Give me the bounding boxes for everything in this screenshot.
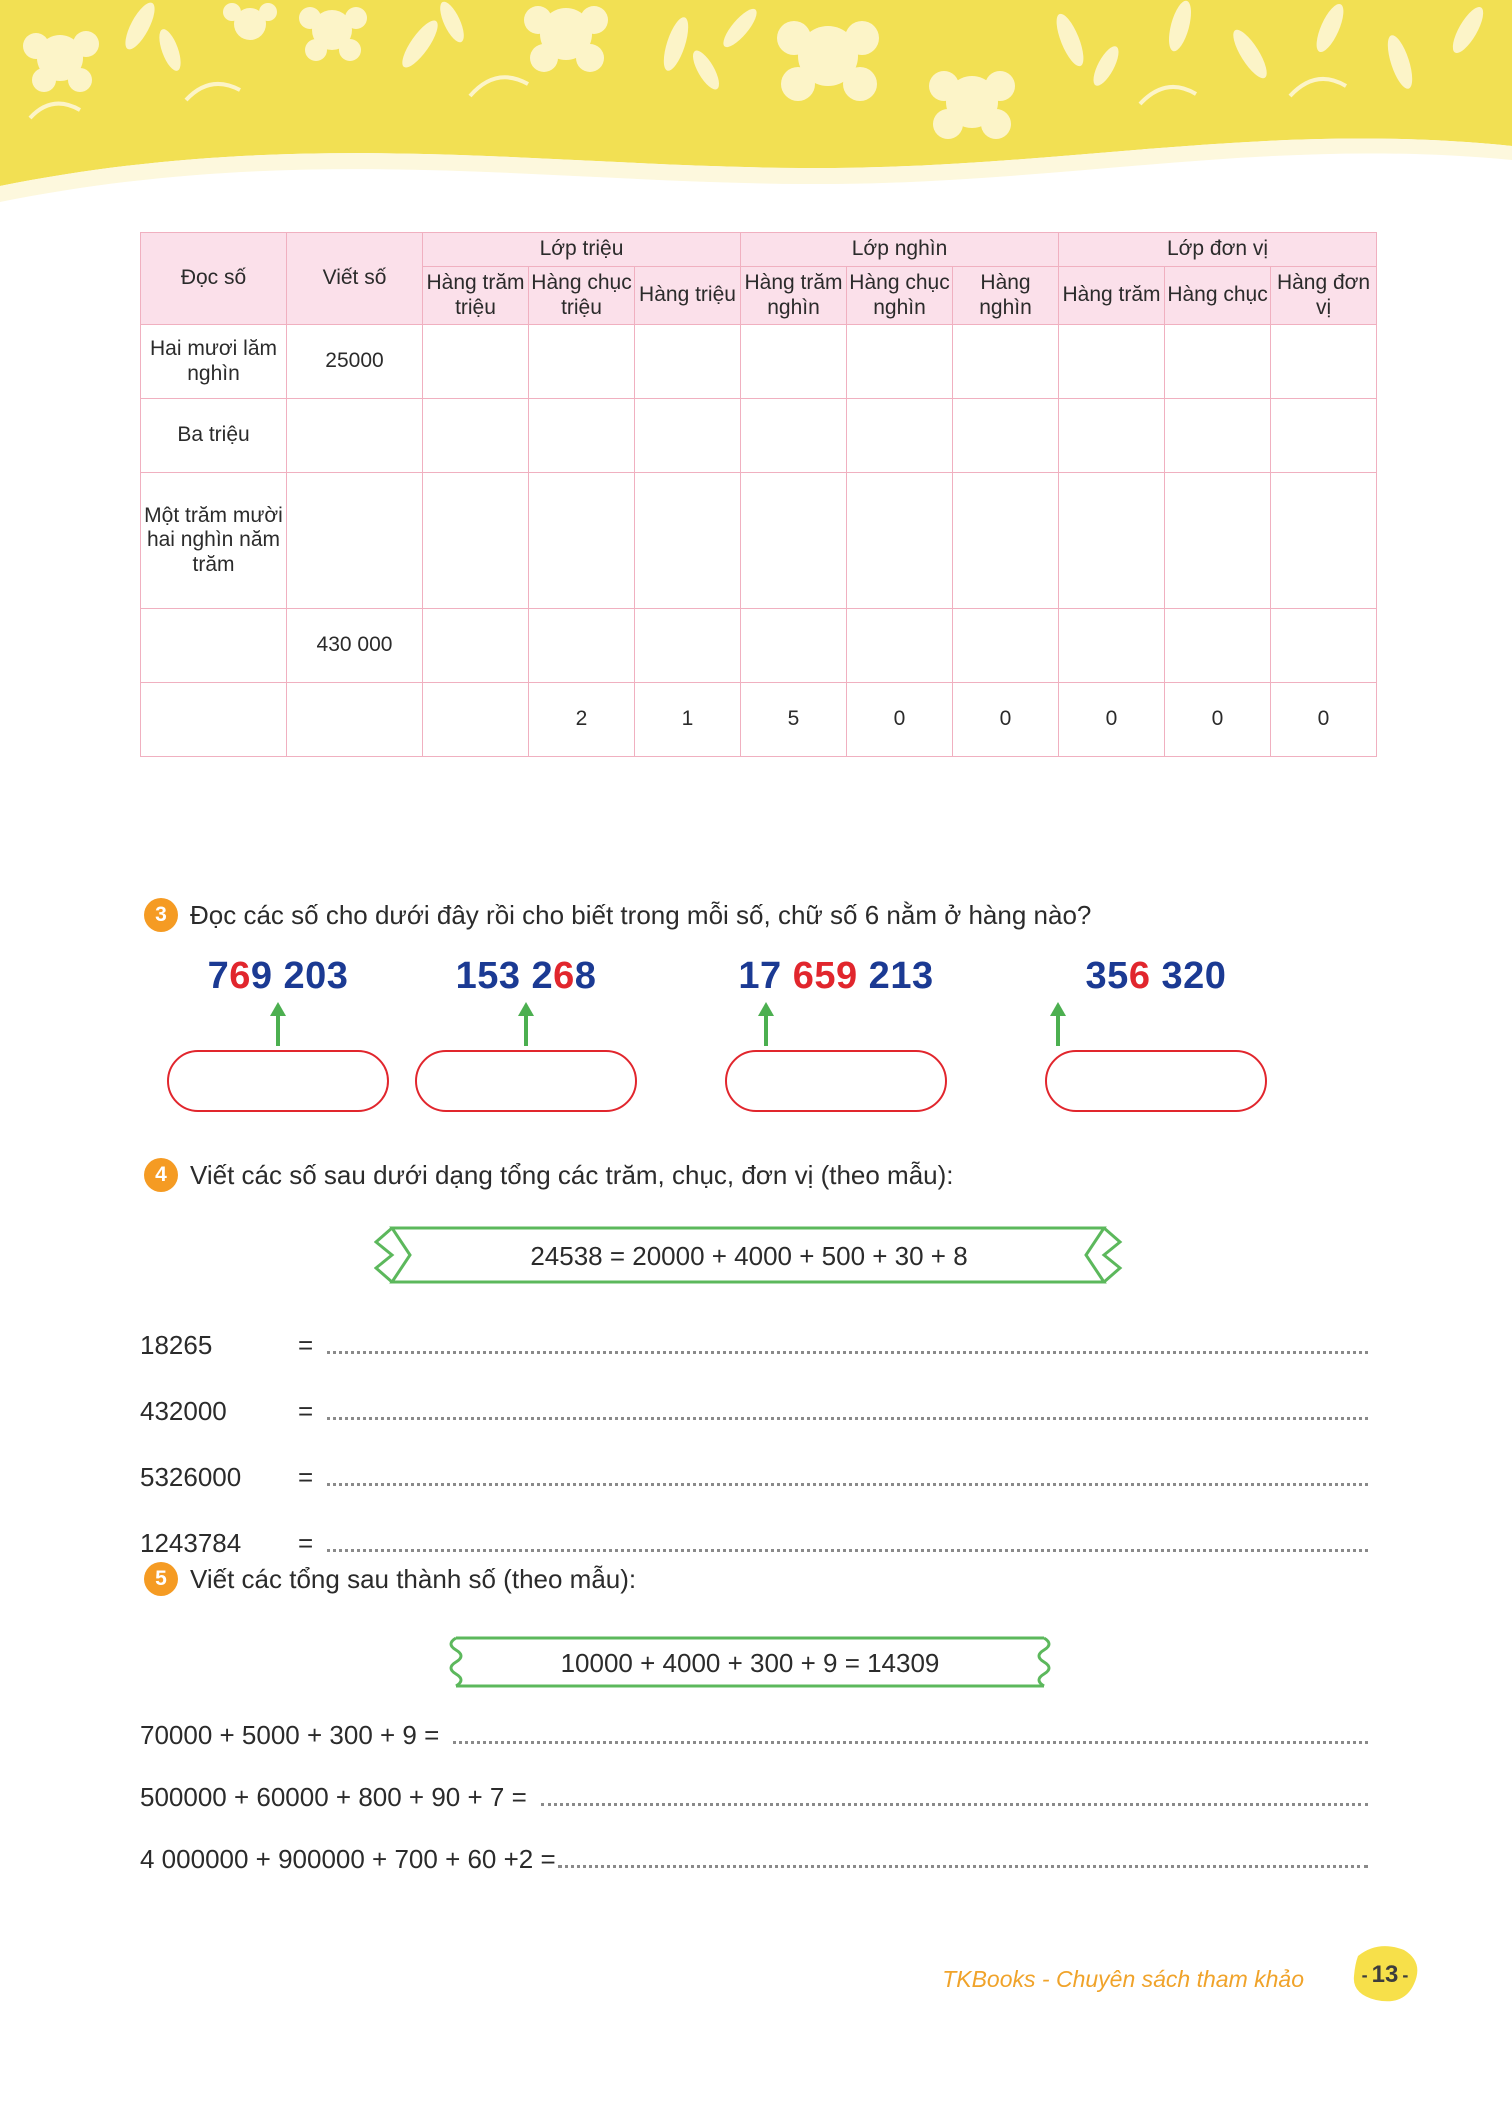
fill-row [140, 1396, 1368, 1427]
cell-digit[interactable] [1165, 609, 1271, 683]
cell-read[interactable] [141, 609, 287, 683]
cell-digit[interactable] [1059, 609, 1165, 683]
number-value: 769 203 [207, 955, 349, 997]
fill-label: 5326000 [140, 1462, 242, 1492]
fill-label: 1243784 [140, 1528, 242, 1558]
fill-row [140, 1330, 1368, 1361]
header-group-thousands: Lớp nghìn [741, 233, 1059, 267]
dash-right: - [1402, 1964, 1409, 1985]
cell-digit[interactable]: 5 [741, 683, 847, 757]
cell-digit[interactable] [1271, 473, 1377, 609]
fill-row [140, 1720, 1368, 1751]
page-number-value: 13 [1371, 1961, 1399, 1988]
exercise-4-heading [144, 1158, 954, 1192]
table-row [141, 683, 1377, 757]
exercise-prompt: Viết các tổng sau thành số (theo mẫu): [190, 1563, 637, 1594]
page-number [1348, 1944, 1422, 2006]
fill-row [140, 1844, 1368, 1875]
cell-digit[interactable]: 0 [847, 683, 953, 757]
table-row [141, 325, 1377, 399]
cell-digit[interactable] [847, 609, 953, 683]
cell-digit[interactable] [635, 473, 741, 609]
cell-digit[interactable] [953, 609, 1059, 683]
cell-write[interactable] [287, 399, 423, 473]
table-row [141, 609, 1377, 683]
cell-digit[interactable] [741, 609, 847, 683]
fill-row [140, 1528, 1368, 1559]
cell-digit[interactable] [1059, 325, 1165, 399]
header-unit-5: Hàng nghìn [953, 266, 1059, 325]
up-arrow-icon [514, 1002, 538, 1046]
cell-digit[interactable] [847, 473, 953, 609]
cell-digit[interactable]: 0 [1165, 683, 1271, 757]
up-arrow-icon [1046, 1002, 1070, 1046]
cell-digit[interactable]: 0 [1271, 683, 1377, 757]
place-value-table [140, 232, 1377, 757]
number-value: 17 659 213 [738, 955, 934, 997]
sample-text: 24538 = 20000 + 4000 + 500 + 30 + 8 [530, 1241, 968, 1271]
cell-digit[interactable] [635, 399, 741, 473]
number-item [710, 955, 962, 1112]
cell-digit[interactable]: 1 [635, 683, 741, 757]
cell-digit[interactable] [423, 473, 529, 609]
number-value: 153 268 [455, 955, 597, 997]
cell-digit[interactable] [953, 325, 1059, 399]
cell-digit[interactable] [741, 399, 847, 473]
fill-label: 4 000000 + 900000 + 700 + 60 +2 = [140, 1844, 556, 1874]
fill-label: 70000 + 5000 + 300 + 9 = [140, 1720, 440, 1750]
exercise-prompt: Đọc các số cho dưới đây rồi cho biết trong mỗi số, chữ số 6 nằm ở hàng nào? [190, 899, 1092, 930]
cell-write[interactable] [287, 683, 423, 757]
cell-digit[interactable] [847, 325, 953, 399]
header-read: Đọc số [141, 233, 287, 325]
cell-digit[interactable] [741, 473, 847, 609]
cell-read[interactable]: Hai mươi lăm nghìn [141, 325, 287, 399]
cell-digit[interactable] [635, 325, 741, 399]
answer-line[interactable] [327, 1400, 1368, 1420]
table-row [141, 473, 1377, 609]
cell-digit[interactable] [423, 683, 529, 757]
cell-digit[interactable] [741, 325, 847, 399]
equals-sign: = [298, 1462, 314, 1492]
cell-digit[interactable] [529, 399, 635, 473]
equals-sign: = [298, 1528, 314, 1558]
cell-digit[interactable] [847, 399, 953, 473]
up-arrow-icon [266, 1002, 290, 1046]
header-unit-7: Hàng chục [1165, 266, 1271, 325]
cell-digit[interactable] [1271, 609, 1377, 683]
header-unit-0: Hàng trăm triệu [423, 266, 529, 325]
up-arrow-icon [754, 1002, 778, 1046]
sample-text: 10000 + 4000 + 300 + 9 = 14309 [560, 1648, 940, 1678]
cell-digit[interactable] [953, 399, 1059, 473]
cell-digit[interactable]: 2 [529, 683, 635, 757]
cell-digit[interactable] [423, 399, 529, 473]
header-unit-3: Hàng trăm nghìn [741, 266, 847, 325]
cell-digit[interactable] [1165, 325, 1271, 399]
exercise-prompt: Viết các số sau dưới dạng tổng các trăm, chục, đơn vị (theo mẫu): [190, 1159, 954, 1190]
answer-line[interactable] [327, 1334, 1368, 1354]
header-floral-pattern [0, 0, 1512, 215]
cell-digit[interactable] [635, 609, 741, 683]
cell-digit[interactable] [953, 473, 1059, 609]
number-item [152, 955, 404, 1112]
exercise-4-sample-banner [374, 1222, 1124, 1288]
cell-read[interactable]: Ba triệu [141, 399, 287, 473]
header-unit-8: Hàng đơn vị [1271, 266, 1377, 325]
answer-line[interactable] [541, 1786, 1368, 1806]
cell-digit[interactable] [529, 325, 635, 399]
number-item [1030, 955, 1282, 1112]
answer-line[interactable] [327, 1466, 1368, 1486]
answer-line[interactable] [558, 1848, 1368, 1868]
equals-sign: = [298, 1396, 314, 1426]
header-write: Viết số [287, 233, 423, 325]
cell-write[interactable]: 25000 [287, 325, 423, 399]
cell-digit[interactable] [1271, 325, 1377, 399]
answer-line[interactable] [327, 1532, 1368, 1552]
cell-read[interactable] [141, 683, 287, 757]
fill-row [140, 1462, 1368, 1493]
cell-digit[interactable] [1059, 473, 1165, 609]
cell-write[interactable]: 430 000 [287, 609, 423, 683]
header-group-millions: Lớp triệu [423, 233, 741, 267]
cell-read[interactable]: Một trăm mười hai nghìn năm trăm [141, 473, 287, 609]
cell-digit[interactable] [423, 325, 529, 399]
cell-digit[interactable] [529, 473, 635, 609]
answer-box[interactable] [167, 1050, 389, 1112]
answer-box[interactable] [725, 1050, 947, 1112]
fill-row [140, 1782, 1368, 1813]
fill-label: 432000 [140, 1396, 227, 1426]
number-item [400, 955, 652, 1112]
cell-write[interactable] [287, 473, 423, 609]
exercise-number-badge: 3 [144, 898, 178, 932]
equals-sign: = [298, 1330, 314, 1360]
answer-box[interactable] [415, 1050, 637, 1112]
header-group-units: Lớp đơn vị [1059, 233, 1377, 267]
table-header-row-1 [141, 233, 1377, 267]
header-unit-4: Hàng chục nghìn [847, 266, 953, 325]
number-value: 356 320 [1085, 955, 1227, 997]
cell-digit[interactable] [1271, 399, 1377, 473]
fill-label: 500000 + 60000 + 800 + 90 + 7 = [140, 1782, 527, 1812]
cell-digit[interactable] [1059, 399, 1165, 473]
answer-line[interactable] [453, 1724, 1368, 1744]
decorative-header-band [0, 0, 1512, 215]
exercise-3-heading [144, 898, 1091, 932]
cell-digit[interactable] [1165, 473, 1271, 609]
table-row [141, 399, 1377, 473]
fill-label: 18265 [140, 1330, 213, 1360]
footer-credit: TKBooks - Chuyên sách tham khảo [942, 1966, 1304, 1992]
cell-digit[interactable] [1165, 399, 1271, 473]
header-unit-2: Hàng triệu [635, 266, 741, 325]
answer-box[interactable] [1045, 1050, 1267, 1112]
dash-left: - [1361, 1964, 1368, 1985]
cell-digit[interactable] [423, 609, 529, 683]
header-unit-6: Hàng trăm [1059, 266, 1165, 325]
header-unit-1: Hàng chục triệu [529, 266, 635, 325]
exercise-number-badge: 5 [144, 1562, 178, 1596]
cell-digit[interactable] [529, 609, 635, 683]
cell-digit[interactable]: 0 [1059, 683, 1165, 757]
exercise-5-heading [144, 1562, 636, 1596]
exercise-number-badge: 4 [144, 1158, 178, 1192]
cell-digit[interactable]: 0 [953, 683, 1059, 757]
exercise-5-sample-banner [440, 1630, 1060, 1694]
